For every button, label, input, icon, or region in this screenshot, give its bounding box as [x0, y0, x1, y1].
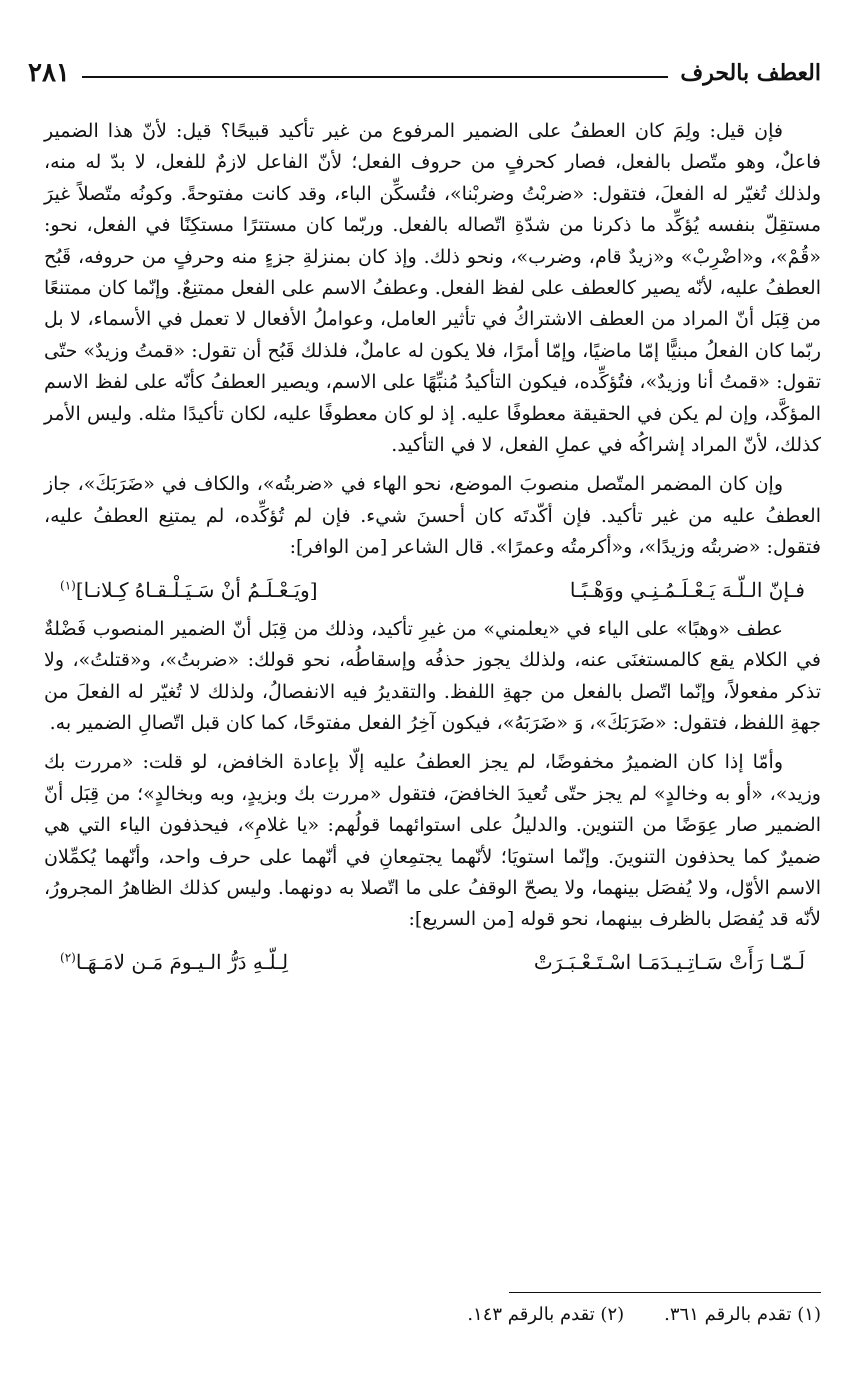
- verse-line: [44, 940, 821, 986]
- header-rule: [82, 76, 669, 78]
- page-body: [44, 116, 821, 986]
- verse-second-text: لِـلّـهِ دَرُّ الـيـومَ مَـن لامَـهَـا: [75, 949, 289, 974]
- footnote: (١) تقدم بالرقم ٣٦١.: [664, 1304, 821, 1325]
- page-number: ٢٨١: [28, 58, 70, 88]
- verse-second-text: [ويَـعْـلَـمُ أنْ سَـيَـلْـقـاهُ كِـلانـا]: [75, 577, 318, 602]
- footnote-rule: [509, 1292, 821, 1293]
- running-title: العطف بالحرف: [680, 60, 821, 86]
- verse-line: [44, 568, 821, 614]
- paragraph: عطف «وهبًا» على الياء في «يعلمني» من غيرِ تأكيد، وذلك من قِبَل أنّ الضمير المنصوب فَضْلةٌ في الكلام يقع كالمستغنَى عنه، ولذلك يجوز حذفُه وإسقاطُه، نحو قولك: «ضربتُ»، و«قتلتُ»، ولا تذكر مفعولاً، وإنّما اتّصل بالفعل من جهةِ اللفظ. والتقديرُ فيه الانفصالُ، ولذلك لا تُغيّر له الفعلَ من جهةِ اللفظ، فتقول: «ضَرَبَكَ»، وَ «ضَرَبَهُ»، فيكون آخِرُ الفعل مفتوحًا، كما كان قبل اتّصالِ الضمير به.: [44, 617, 821, 734]
- verse-second-hemistich: [60, 570, 318, 610]
- verse-first-hemistich: لَـمّـا رَأَتْ سَـاتِـيـدَمَـا اسْـتَـعْـبَـرَتْ: [533, 949, 805, 974]
- paragraph: وأمّا إذا كان الضميرُ مخفوضًا، لم يجز العطفُ عليه إلّا بإعادة الخافض، لو قلت: «مررت بك وزيد»، «أو به وخالدٍ» لم يجز حتّى تُعيدَ الخافضَ، فتقول «مررت بك وبزيدٍ، وبه وبخالدٍ»؛ من قِبَل أنّ الضمير صار عِوَضًا من التنوين. والدليلُ على استوائهما قولُهم: «يا غلامِ»، فيحذفون الياء التي هي ضميرٌ كما يحذفون التنوينَ. وإنّما استويَا؛ لأنّهما يجتمِعانِ في أنّهما على حرف واحد، وأنّهما يُكمِّلان الاسم الأوّل، ولا يُفصَل بينهما، ولا يصحّ الوقفُ على ما اتّصلا به دونهما. وليس كذلك الظاهرُ المجرورُ، لأنّه قد يُفصَل بالظرف بينهما، نحو قوله [من السريع]:: [44, 751, 821, 931]
- paragraph: وإن كان المضمر المتّصل منصوبَ الموضع، نحو الهاء في «ضربتُه»، والكاف في «ضَرَبَكَ»، جاز العطفُ عليه من غير تأكيد. فإن أكّدتَه كان أحسنَ شيء. فإن لم تُؤكِّده، لم يمتنِع العطفُ عليه، فتقول: «ضربتُه وزيدًا»، و«أكرمتُه وعمرًا». قال الشاعر [من الوافر]:: [44, 473, 821, 559]
- verse-first-hemistich: فـإنّ الـلّـهَ يَـعْـلَـمُـنِـي ووَهْـبًـا: [569, 577, 805, 602]
- footnote-marker: (١): [60, 578, 76, 593]
- footnote: (٢) تقدم بالرقم ١٤٣.: [467, 1304, 625, 1325]
- verse-second-hemistich: [60, 942, 288, 982]
- footnote-marker: (٢): [60, 950, 76, 965]
- page-header: [28, 56, 821, 90]
- footnotes: [44, 1304, 821, 1325]
- paragraph: فإن قيل: ولِمَ كان العطفُ على الضمير المرفوع من غير تأكيد قبيحًا؟ قيل: لأنّ هذا الضمير فاعلٌ، وهو متّصل بالفعل، فصار كحرفٍ من حروف الفعل؛ لأنّ الفاعل لازمٌ للفعل، لا بدّ له منه، ولذلك تُغيّر له الفعلَ، فتقول: «ضربْتُ وضربْنا»، فتُسكِّن الباء، وقد كانت مفتوحةً. وكونُه متّصلاً غيرَ مستقِلّ بنفسه يُؤكِّد ما ذكرنا من شدّةِ اتّصاله بالفعل. وربّما كان مستترًا مستكِنًا في الفعل، نحو: «قُمْ»، و«اضْرِبْ» و«زيدٌ قام، وضرب»، ونحو ذلك. وإذ كان بمنزلةِ جزءٍ منه وحرفٍ من حروفه، قَبُح العطفُ عليه، لأنّه يصير كالعطف على لفظ الفعل. وعطفُ الاسم على الفعل ممتنِعٌ. وإنّما كان ممتنعًا من قِبَل أنّ المراد من العطف الاشتراكُ في تأثير العامل، وعواملُ الأفعال لا تعمل في الأسماء، لا بل ربّما كان الفعلُ مبنيًّا إمّا ماضيًا، وإمّا أمرًا، فلا يكون له عاملٌ، فلذلك قَبُح أن تقول: «قمتُ وزيدٌ» حتّى تقول: «قمتُ أنا وزيدٌ»، فتُؤكِّده، فيكون التأكيدُ مُنبِّهًا على الاسم، ويصير العطفُ كأنّه على لفظ الاسم المؤكَّد، وإن لم يكن في الحقيقة معطوفًا عليه. إذ لو كان معطوفًا عليه، لكان تأكيدًا مثله. وليس الأمر كذلك، لأنّ المراد إشراكُه في عملِ الفعل، لا في التأكيد.: [44, 120, 821, 457]
